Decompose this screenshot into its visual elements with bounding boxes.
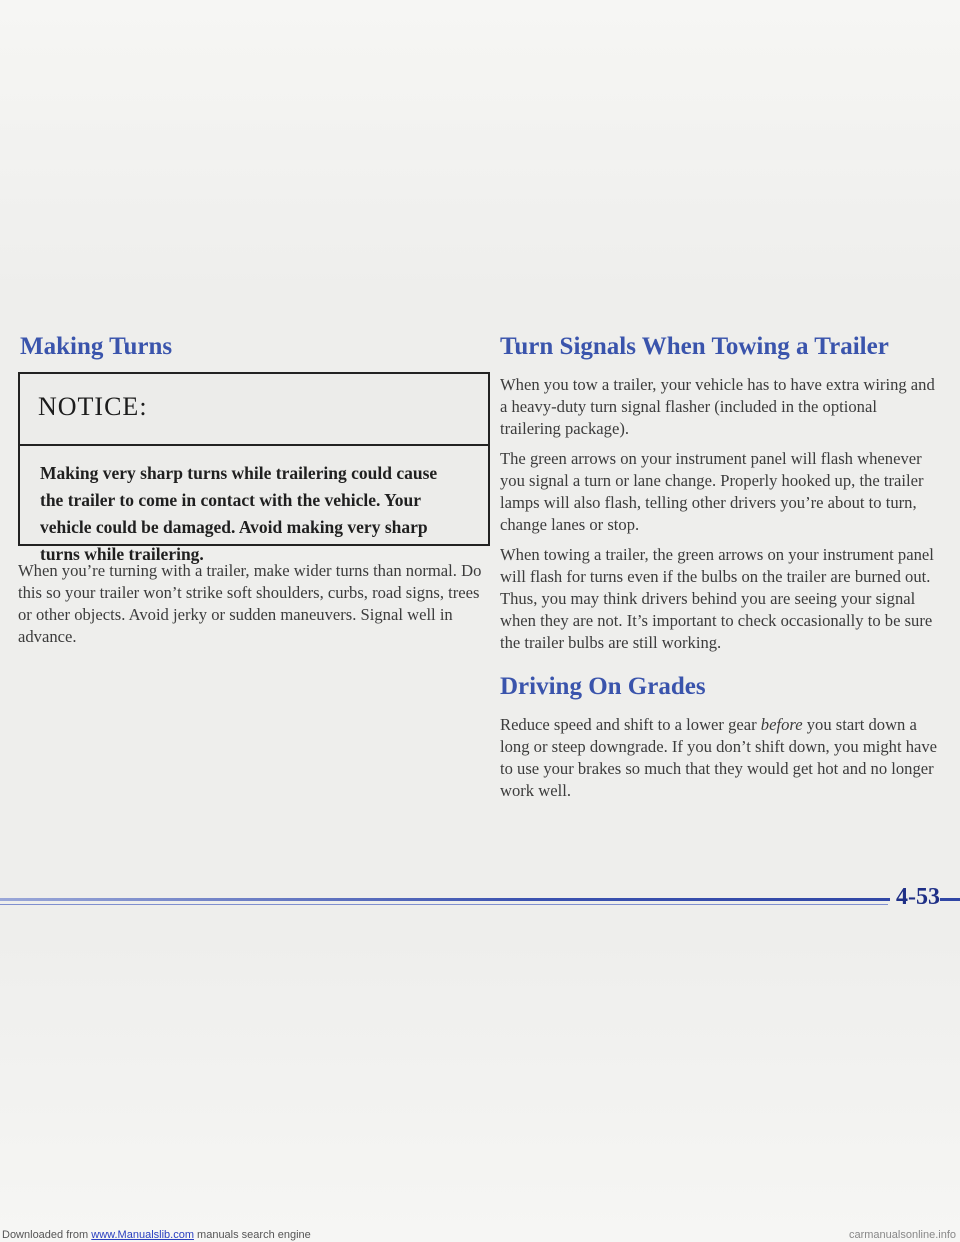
notice-box — [18, 372, 490, 564]
notice-divider — [20, 444, 488, 446]
turn-signals-paragraph-1: When you tow a trailer, your vehicle has to have extra wiring and a heavy-duty turn signal flasher (included in the optional trailering package). — [500, 375, 935, 438]
right-column — [500, 330, 940, 802]
turn-signals-paragraph-2: The green arrows on your instrument panel will flash whenever you signal a turn or lane change. Properly hooked up, the trailer lamps will also flash, telling other drivers you’re about to turn, change lanes or stop. — [500, 449, 924, 534]
making-turns-paragraph: When you’re turning with a trailer, make wider turns than normal. Do this so your trailer won’t strike soft shoulders, curbs, road signs, trees or other objects. Avoid jerky or sudden maneuvers. Signal well in advance. — [18, 561, 482, 646]
section-heading-turn-signals: Turn Signals When Towing a Trailer — [500, 333, 889, 360]
left-column — [18, 330, 492, 646]
section-heading-driving-on-grades: Driving On Grades — [500, 673, 706, 700]
section-heading-making-turns: Making Turns — [20, 333, 173, 360]
driving-on-grades-paragraph — [500, 714, 940, 802]
grades-text-before: Reduce speed and shift to a lower gear — [500, 715, 761, 734]
banner-prefix: Downloaded from — [2, 1229, 92, 1241]
notice-title: NOTICE: — [38, 392, 148, 421]
watermark-text: carmanualsonline.info — [848, 1229, 956, 1241]
footer-rule — [0, 898, 960, 901]
manualslib-link[interactable]: www.Manualslib.com — [91, 1229, 194, 1241]
grades-text-after: you start down a long or steep downgrade. If you don’t shift down, you might have to use your brakes so much that they would get hot and no longer work well. — [500, 715, 938, 800]
banner-suffix: manuals search engine — [193, 1229, 311, 1241]
footer-rule-thin — [0, 904, 888, 905]
grades-text-emphasis: before — [760, 715, 803, 734]
download-banner — [0, 1228, 960, 1242]
banner-text — [2, 1228, 311, 1242]
turn-signals-paragraph-3: When towing a trailer, the green arrows on your instrument panel will flash for turns even if the bulbs on the trailer are burned out. Thus, you may think drivers behind you are seeing your signal when they are not. It’s important to check occasionally to be sure the trailer bulbs are still working. — [500, 545, 934, 652]
page-number: 4-53 — [890, 884, 940, 911]
notice-text: Making very sharp turns while trailering could cause the trailer to come in contact with the vehicle. Your vehicle could be damaged. Avoid making very sharp turns while trailering. — [40, 463, 438, 564]
